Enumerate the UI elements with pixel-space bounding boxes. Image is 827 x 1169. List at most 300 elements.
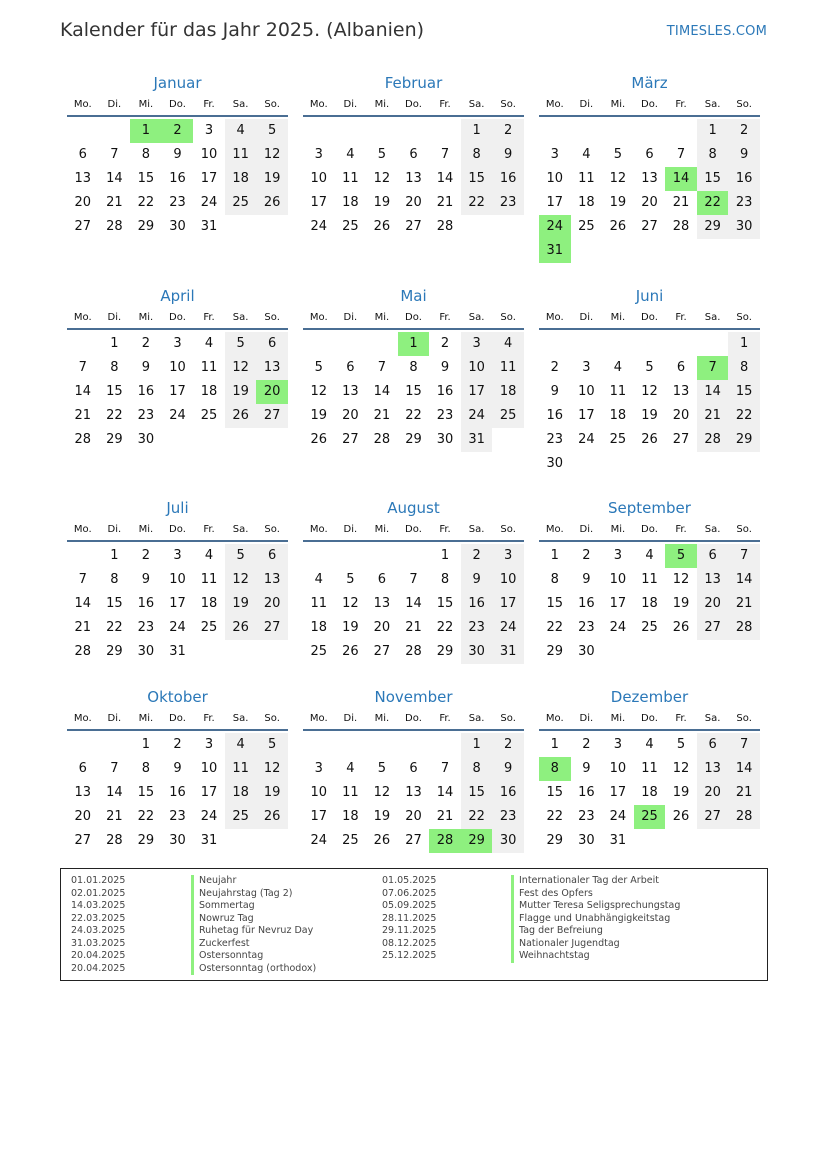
day-cell: 6 [78, 761, 87, 776]
day-cell: 1 [697, 119, 729, 143]
weekday-label: Di. [343, 312, 358, 323]
day-cell: 9 [141, 360, 151, 375]
day-cell: 12 [609, 171, 627, 186]
weekday-label: Fr. [675, 312, 687, 323]
day-grid [303, 119, 524, 239]
weekday-label: Do. [169, 99, 186, 110]
day-cell: 21 [106, 809, 123, 824]
empty-cell [539, 332, 571, 356]
day-cell: 9 [582, 761, 591, 776]
day-cell: 25 [225, 805, 257, 829]
day-cell: 22 [137, 195, 155, 210]
day-cell: 4 [492, 332, 524, 356]
day-cell: 15 [546, 596, 564, 611]
holiday-day-cell: 29 [461, 829, 493, 853]
day-cell: 4 [346, 147, 355, 162]
empty-cell [303, 119, 335, 143]
legend-holiday-name: Ostersonntag [191, 950, 316, 963]
day-cell: 30 [436, 432, 454, 447]
day-cell: 7 [78, 360, 87, 375]
day-cell: 8 [409, 360, 418, 375]
day-cell: 1 [550, 548, 559, 563]
day-cell: 18 [200, 384, 218, 399]
day-cell: 13 [641, 171, 658, 186]
empty-cell [429, 119, 461, 143]
weekday-label: Sa. [468, 312, 485, 323]
day-cell: 15 [697, 167, 729, 191]
weekday-label: Fr. [439, 524, 451, 535]
day-cell: 11 [200, 572, 218, 587]
weekday-header [539, 308, 760, 330]
day-cell: 2 [440, 336, 450, 351]
empty-cell [303, 544, 335, 568]
day-cell: 25 [492, 404, 524, 428]
weekday-label: Fr. [439, 713, 451, 724]
month-block [303, 496, 524, 664]
day-cell: 14 [728, 757, 760, 781]
day-cell: 14 [106, 785, 123, 800]
day-grid [67, 119, 288, 239]
holiday-day-cell: 7 [697, 356, 729, 380]
day-cell: 16 [728, 167, 760, 191]
day-cell: 28 [373, 432, 391, 447]
legend-left-dates [71, 875, 125, 975]
day-cell: 29 [697, 215, 729, 239]
day-cell: 6 [256, 332, 288, 356]
weekday-label: So. [264, 524, 280, 535]
day-grid [539, 544, 760, 664]
weekday-label: Do. [405, 99, 422, 110]
day-cell: 26 [310, 432, 328, 447]
day-cell: 7 [440, 761, 450, 776]
day-cell: 28 [672, 219, 690, 234]
day-cell: 8 [697, 143, 729, 167]
empty-cell [539, 119, 571, 143]
day-cell: 6 [78, 147, 87, 162]
day-cell: 23 [492, 191, 524, 215]
day-cell: 6 [256, 544, 288, 568]
day-cell: 13 [697, 757, 729, 781]
day-cell: 28 [728, 616, 760, 640]
legend-date: 14.03.2025 [71, 900, 126, 911]
weekday-label: Mo. [545, 99, 564, 110]
day-cell: 3 [613, 548, 623, 563]
day-cell: 17 [310, 809, 328, 824]
day-cell: 6 [409, 761, 418, 776]
day-cell: 30 [546, 456, 564, 471]
month-block [67, 496, 288, 664]
day-cell: 28 [74, 432, 92, 447]
day-cell: 21 [74, 620, 92, 635]
day-cell: 27 [74, 219, 92, 234]
day-cell: 30 [461, 640, 493, 664]
weekday-label: Sa. [704, 524, 721, 535]
day-cell: 18 [200, 596, 218, 611]
month-name: Juni [635, 287, 664, 305]
day-cell: 6 [645, 147, 654, 162]
weekday-label: Di. [107, 713, 122, 724]
day-cell: 29 [436, 644, 454, 659]
day-cell: 19 [672, 785, 690, 800]
day-cell: 13 [74, 785, 92, 800]
month-name: Juli [166, 499, 189, 517]
day-cell: 9 [550, 384, 559, 399]
day-cell: 19 [225, 380, 257, 404]
day-cell: 22 [461, 805, 493, 829]
day-cell: 21 [728, 592, 760, 616]
day-cell: 8 [461, 757, 493, 781]
day-cell: 9 [440, 360, 450, 375]
day-cell: 15 [436, 596, 454, 611]
month-name: Mai [400, 287, 427, 305]
day-cell: 2 [141, 336, 151, 351]
day-cell: 10 [609, 572, 627, 587]
day-cell: 20 [74, 809, 92, 824]
day-cell: 30 [578, 644, 595, 659]
day-cell: 10 [578, 384, 595, 399]
day-cell: 27 [342, 432, 359, 447]
day-cell: 1 [461, 119, 493, 143]
empty-cell [335, 119, 367, 143]
day-cell: 21 [436, 195, 454, 210]
weekday-label: Mo. [73, 99, 92, 110]
day-cell: 18 [492, 380, 524, 404]
weekday-label: So. [736, 524, 752, 535]
day-cell: 29 [728, 428, 760, 452]
day-cell: 15 [461, 781, 493, 805]
day-cell: 2 [141, 548, 151, 563]
day-cell: 28 [405, 644, 422, 659]
day-cell: 9 [173, 761, 182, 776]
day-cell: 25 [342, 833, 359, 848]
day-cell: 26 [225, 616, 257, 640]
day-cell: 19 [373, 809, 391, 824]
weekday-label: Sa. [232, 524, 249, 535]
day-cell: 5 [377, 761, 387, 776]
day-cell: 31 [461, 428, 493, 452]
day-cell: 10 [200, 147, 218, 162]
month-block [539, 284, 760, 476]
weekday-label: Sa. [704, 312, 721, 323]
day-cell: 4 [582, 147, 591, 162]
day-cell: 24 [169, 620, 186, 635]
weekday-label: Mi. [138, 713, 154, 724]
day-cell: 30 [169, 833, 186, 848]
weekday-label: Mi. [138, 99, 154, 110]
day-cell: 1 [440, 548, 450, 563]
day-cell: 7 [78, 572, 87, 587]
legend-date: 24.03.2025 [71, 925, 126, 936]
day-cell: 19 [225, 592, 257, 616]
day-cell: 20 [697, 781, 729, 805]
day-cell: 4 [225, 733, 257, 757]
day-cell: 18 [641, 785, 658, 800]
month-block [539, 71, 760, 263]
day-grid [303, 332, 524, 452]
day-cell: 2 [173, 737, 182, 752]
weekday-label: Mo. [73, 713, 92, 724]
weekday-label: Sa. [704, 99, 721, 110]
day-grid [303, 733, 524, 853]
day-cell: 17 [169, 384, 186, 399]
day-cell: 23 [461, 616, 493, 640]
empty-cell [429, 733, 461, 757]
legend-holiday-name: Sommertag [191, 900, 316, 913]
day-cell: 24 [492, 616, 524, 640]
month-block [303, 284, 524, 452]
day-cell: 14 [74, 596, 92, 611]
day-cell: 13 [373, 596, 391, 611]
day-cell: 2 [728, 119, 760, 143]
day-cell: 9 [141, 572, 151, 587]
legend-date: 29.11.2025 [382, 925, 437, 936]
empty-cell [665, 119, 697, 143]
weekday-label: Di. [107, 99, 122, 110]
day-cell: 18 [609, 408, 627, 423]
day-cell: 16 [578, 785, 595, 800]
brand-logo-text[interactable]: TIMESLES.COM [666, 24, 767, 39]
day-cell: 25 [200, 408, 218, 423]
day-cell: 16 [492, 167, 524, 191]
day-cell: 17 [609, 596, 627, 611]
legend-date: 08.12.2025 [382, 937, 437, 949]
weekday-label: Do. [641, 713, 658, 724]
weekday-label: Mo. [545, 312, 564, 323]
day-cell: 12 [342, 596, 359, 611]
weekday-label: So. [500, 99, 516, 110]
holiday-day-cell: 25 [634, 805, 666, 829]
holiday-day-cell: 14 [665, 167, 697, 191]
legend-date: 20.04.2025 [71, 962, 126, 974]
legend-holiday-name: Nowruz Tag [191, 913, 316, 926]
day-cell: 11 [225, 143, 257, 167]
day-cell: 12 [256, 757, 288, 781]
day-grid [67, 733, 288, 853]
day-cell: 13 [256, 356, 288, 380]
weekday-label: Di. [579, 99, 594, 110]
legend-holiday-name: Tag der Befreiung [511, 925, 680, 938]
legend-holiday-name: Internationaler Tag der Arbeit [511, 875, 680, 888]
day-cell: 22 [461, 191, 493, 215]
day-cell: 9 [492, 757, 524, 781]
day-cell: 29 [106, 432, 123, 447]
weekday-header [303, 709, 524, 731]
day-cell: 2 [550, 360, 559, 375]
month-name: Oktober [147, 688, 208, 706]
day-cell: 29 [546, 644, 564, 659]
day-cell: 17 [546, 195, 564, 210]
day-cell: 12 [310, 384, 328, 399]
day-cell: 7 [728, 733, 760, 757]
legend-holiday-name: Neujahr [191, 875, 316, 888]
day-cell: 26 [373, 833, 391, 848]
day-cell: 4 [645, 548, 654, 563]
weekday-label: Do. [405, 713, 422, 724]
legend-date: 25.12.2025 [382, 950, 437, 961]
day-cell: 5 [645, 360, 654, 375]
day-cell: 26 [641, 432, 658, 447]
month-name: Dezember [610, 688, 689, 706]
empty-cell [366, 544, 398, 568]
day-cell: 7 [377, 360, 387, 375]
day-cell: 4 [225, 119, 257, 143]
day-cell: 27 [672, 432, 690, 447]
day-cell: 2 [582, 737, 591, 752]
weekday-label: Fr. [675, 99, 687, 110]
day-cell: 11 [641, 761, 658, 776]
holiday-day-cell: 2 [162, 119, 194, 143]
day-cell: 3 [204, 737, 214, 752]
holiday-day-cell: 20 [256, 380, 288, 404]
weekday-label: Mo. [545, 713, 564, 724]
day-cell: 27 [373, 644, 391, 659]
day-cell: 19 [342, 620, 359, 635]
day-cell: 3 [550, 147, 559, 162]
day-cell: 16 [137, 384, 155, 399]
empty-cell [335, 544, 367, 568]
day-cell: 29 [137, 219, 155, 234]
weekday-header [67, 308, 288, 330]
legend-date: 28.11.2025 [382, 912, 437, 924]
day-cell: 30 [728, 215, 760, 239]
day-cell: 23 [546, 432, 564, 447]
month-name: November [374, 688, 453, 706]
empty-cell [335, 733, 367, 757]
day-cell: 20 [373, 620, 391, 635]
day-cell: 6 [697, 733, 729, 757]
day-cell: 31 [200, 833, 218, 848]
weekday-label: Di. [579, 524, 594, 535]
day-cell: 23 [436, 408, 454, 423]
day-cell: 30 [169, 219, 186, 234]
weekday-label: Mi. [610, 99, 626, 110]
day-cell: 21 [697, 404, 729, 428]
day-cell: 13 [697, 568, 729, 592]
weekday-label: So. [736, 312, 752, 323]
day-cell: 13 [672, 384, 690, 399]
month-block [67, 284, 288, 452]
empty-cell [99, 119, 131, 143]
day-cell: 10 [169, 360, 186, 375]
day-cell: 18 [342, 195, 359, 210]
day-cell: 21 [106, 195, 123, 210]
weekday-label: Fr. [675, 524, 687, 535]
day-cell: 5 [225, 544, 257, 568]
weekday-label: Do. [405, 312, 422, 323]
day-cell: 19 [641, 408, 658, 423]
day-cell: 17 [200, 171, 218, 186]
legend-holiday-name: Flagge und Unabhängigkeitstag [511, 913, 680, 926]
day-cell: 10 [461, 356, 493, 380]
day-cell: 20 [641, 195, 658, 210]
day-cell: 24 [578, 432, 595, 447]
day-cell: 2 [492, 733, 524, 757]
day-cell: 25 [200, 620, 218, 635]
weekday-label: Mo. [73, 524, 92, 535]
day-cell: 4 [346, 761, 355, 776]
day-cell: 22 [546, 620, 564, 635]
holiday-day-cell: 22 [697, 191, 729, 215]
day-cell: 15 [405, 384, 422, 399]
weekday-label: Sa. [232, 312, 249, 323]
day-cell: 25 [225, 191, 257, 215]
day-cell: 7 [409, 572, 418, 587]
day-cell: 20 [256, 592, 288, 616]
day-cell: 16 [436, 384, 454, 399]
weekday-label: Mo. [309, 99, 328, 110]
day-cell: 27 [256, 404, 288, 428]
weekday-label: Mi. [138, 312, 154, 323]
day-cell: 4 [645, 737, 654, 752]
weekday-label: So. [264, 99, 280, 110]
day-cell: 16 [492, 781, 524, 805]
weekday-label: Di. [343, 713, 358, 724]
day-cell: 24 [461, 404, 493, 428]
day-cell: 2 [582, 548, 591, 563]
day-cell: 31 [169, 644, 186, 659]
legend-right-names [511, 875, 680, 963]
legend-holiday-name: Ostersonntag (orthodox) [191, 963, 316, 976]
day-cell: 5 [377, 147, 387, 162]
weekday-label: Fr. [203, 524, 215, 535]
day-cell: 3 [314, 147, 323, 162]
day-cell: 19 [256, 781, 288, 805]
day-cell: 8 [550, 572, 559, 587]
day-cell: 10 [200, 761, 218, 776]
day-cell: 15 [461, 167, 493, 191]
day-cell: 2 [492, 119, 524, 143]
weekday-label: Do. [169, 524, 186, 535]
day-cell: 4 [204, 336, 214, 351]
day-cell: 20 [74, 195, 92, 210]
empty-cell [366, 733, 398, 757]
day-cell: 16 [169, 171, 186, 186]
day-cell: 7 [110, 147, 119, 162]
empty-cell [67, 119, 99, 143]
day-cell: 19 [373, 195, 391, 210]
weekday-header [67, 95, 288, 117]
day-cell: 4 [204, 548, 214, 563]
day-cell: 18 [310, 620, 328, 635]
day-cell: 5 [256, 733, 288, 757]
day-cell: 24 [609, 620, 627, 635]
day-cell: 17 [310, 195, 328, 210]
day-cell: 8 [141, 147, 151, 162]
legend-left-names [191, 875, 316, 975]
day-cell: 12 [672, 761, 690, 776]
day-cell: 14 [436, 785, 454, 800]
weekday-header [539, 95, 760, 117]
weekday-label: Di. [107, 524, 122, 535]
weekday-label: Fr. [675, 713, 687, 724]
day-cell: 22 [106, 620, 123, 635]
day-cell: 18 [225, 781, 257, 805]
day-cell: 23 [578, 809, 595, 824]
day-cell: 20 [672, 408, 690, 423]
weekday-label: Di. [579, 713, 594, 724]
day-cell: 21 [728, 781, 760, 805]
day-cell: 28 [106, 833, 123, 848]
day-cell: 26 [225, 404, 257, 428]
day-cell: 26 [342, 644, 359, 659]
day-cell: 10 [310, 171, 328, 186]
day-cell: 22 [728, 404, 760, 428]
day-cell: 30 [137, 644, 155, 659]
day-cell: 27 [405, 219, 422, 234]
legend-holiday-name: Fest des Opfers [511, 888, 680, 901]
holiday-legend [60, 868, 768, 981]
day-cell: 20 [697, 592, 729, 616]
